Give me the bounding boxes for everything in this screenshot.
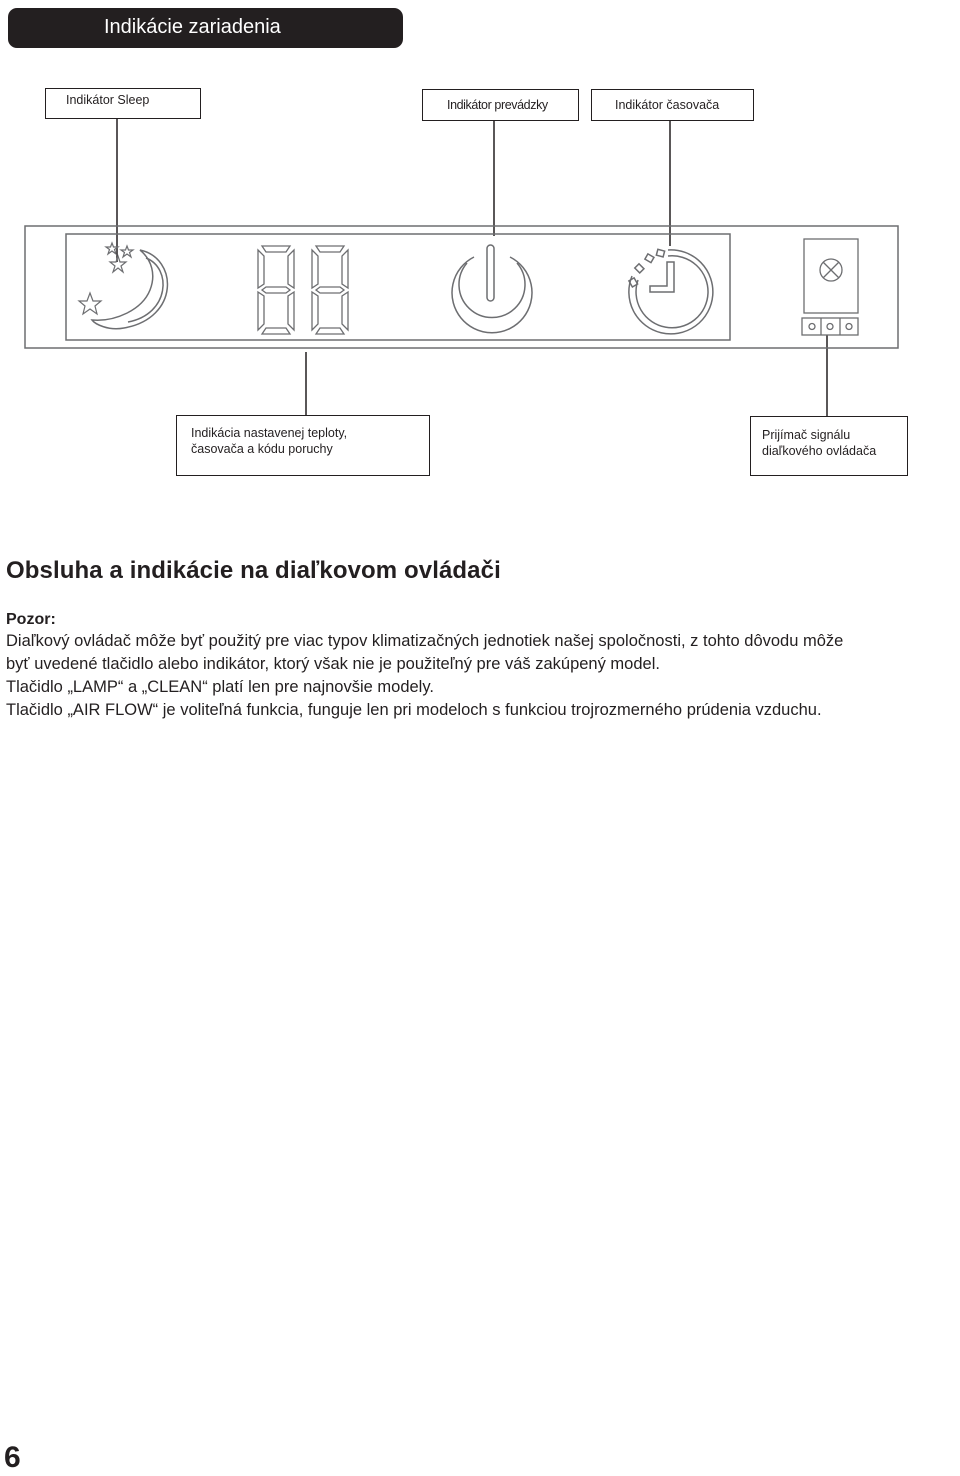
notice-label: Pozor: xyxy=(6,611,56,628)
page-number: 6 xyxy=(4,1441,21,1474)
callout-display-indication xyxy=(176,415,430,476)
star-icon xyxy=(79,243,133,314)
display-window xyxy=(66,234,730,340)
seven-segment-display xyxy=(258,246,348,334)
callout-operation-text: Indikátor prevádzky xyxy=(447,98,548,112)
panel-frame xyxy=(25,226,898,348)
callout-timer-indicator xyxy=(591,89,754,121)
moon-icon xyxy=(92,250,167,329)
clock-icon xyxy=(629,249,713,334)
section-title: Obsluha a indikácie na diaľkovom ovládači xyxy=(6,557,501,584)
power-icon xyxy=(452,245,532,333)
callout-receiver-line2: diaľkového ovládača xyxy=(762,444,877,458)
callout-display-line1: Indikácia nastavenej teploty, xyxy=(191,426,348,440)
paragraph-line: byť uvedené tlačidlo alebo indikátor, ktorý však nie je použiteľný pre váš zakúpený model. xyxy=(6,655,660,673)
callout-operation-indicator xyxy=(422,89,579,121)
callout-sleep-text: Indikátor Sleep xyxy=(66,93,150,107)
callout-timer-text: Indikátor časovača xyxy=(615,98,720,112)
callout-signal-receiver xyxy=(750,416,908,476)
callout-sleep-indicator xyxy=(45,88,201,119)
callout-display-line2: časovača a kódu poruchy xyxy=(191,442,333,456)
receiver-icon xyxy=(802,239,858,335)
paragraph-line: Tlačidlo „LAMP“ a „CLEAN“ platí len pre najnovšie modely. xyxy=(6,678,434,696)
header-title: Indikácie zariadenia xyxy=(104,16,281,38)
callout-receiver-line1: Prijímač signálu xyxy=(762,428,851,442)
paragraph-line: Diaľkový ovládač môže byť použitý pre viac typov klimatizačných jednotiek našej spoločnosti, z tohto dôvodu môže xyxy=(6,632,844,650)
paragraph-line: Tlačidlo „AIR FLOW“ je voliteľná funkcia, funguje len pri modeloch s funkciou trojrozmerného prúdenia vzduchu. xyxy=(6,701,822,719)
